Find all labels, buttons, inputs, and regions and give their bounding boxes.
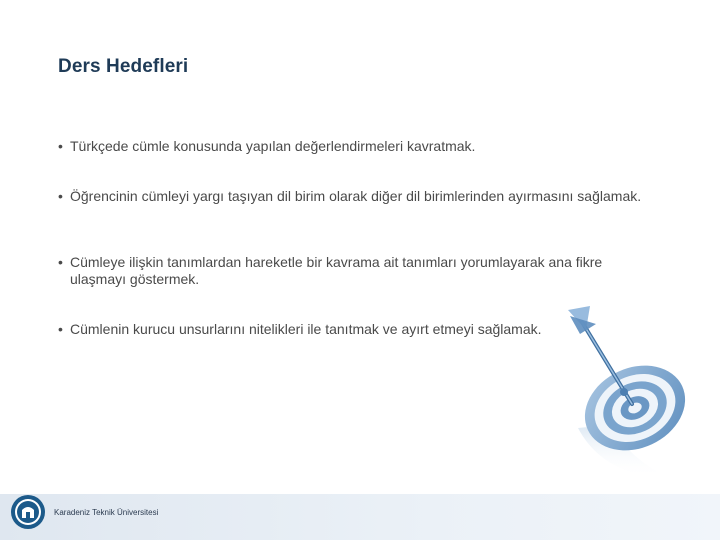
bullet-item [58, 254, 658, 288]
university-seal-icon [10, 494, 46, 530]
bullet-marker: • [58, 321, 63, 337]
footer-band [0, 494, 720, 540]
bullet-text: Cümlenin kurucu unsurlarını nitelikleri ile tanıtmak ve ayırt etmeyi sağlamak. [70, 321, 542, 337]
footer-institution: Karadeniz Teknik Üniversitesi [54, 508, 159, 517]
bullet-marker: • [58, 188, 63, 204]
bullet-marker: • [58, 138, 63, 154]
bullet-text: Öğrencinin cümleyi yargı taşıyan dil birim olarak diğer dil birimlerinden ayırmasını sağlamak. [70, 188, 642, 204]
bullet-text: Cümleye ilişkin tanımlardan hareketle bir kavrama ait tanımları yorumlayarak ana fikre ulaşmayı göstermek. [70, 254, 603, 287]
bullet-item [58, 321, 542, 338]
bullet-text: Türkçede cümle konusunda yapılan değerlendirmeleri kavratmak. [70, 138, 476, 154]
dart-target-icon [560, 300, 710, 480]
slide-title: Ders Hedefleri [58, 56, 189, 77]
bullet-marker: • [58, 254, 63, 270]
bullet-item [58, 188, 641, 205]
bullet-item [58, 138, 475, 155]
